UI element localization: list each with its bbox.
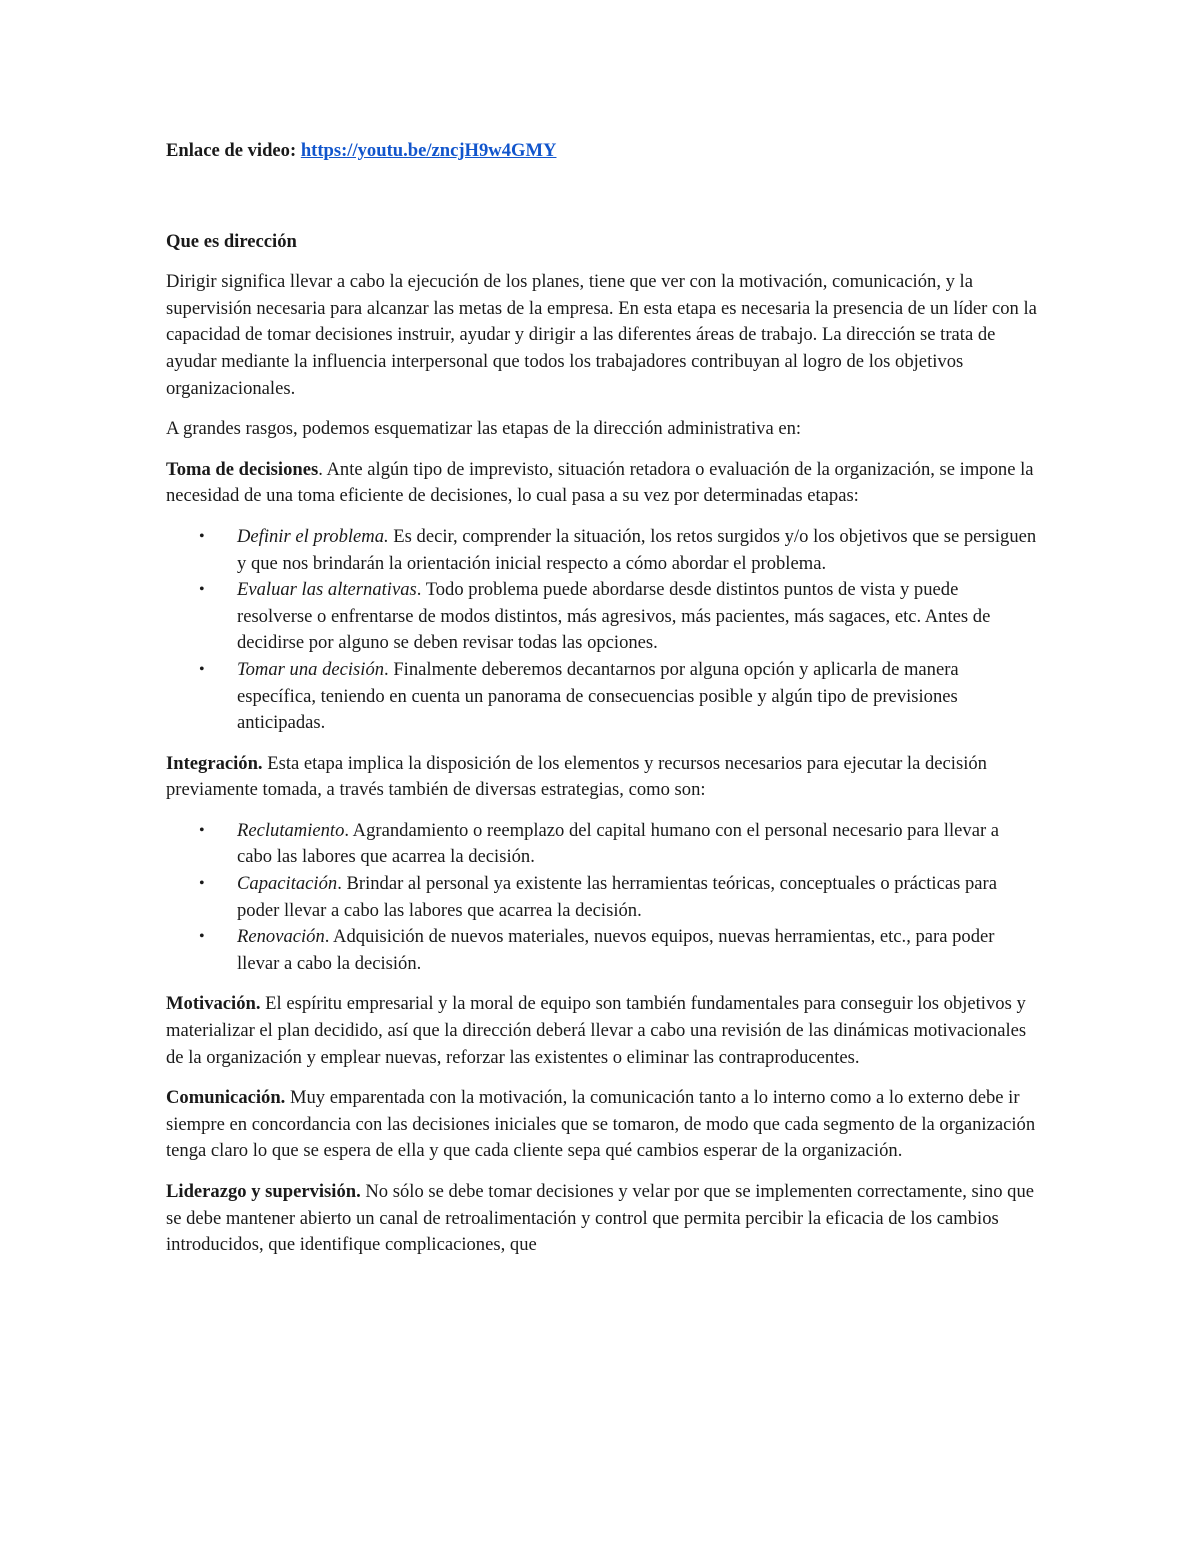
integracion-title: Integración.: [166, 752, 263, 774]
list-item-term: Tomar una decisión: [237, 658, 385, 680]
toma-paragraph: [166, 457, 1038, 510]
list-item: [166, 657, 1038, 737]
list-item-term: Capacitación: [237, 873, 338, 895]
motivacion-paragraph: [166, 991, 1038, 1071]
list-item: [166, 871, 1038, 924]
bullet-icon: •: [199, 527, 205, 545]
motivacion-text: El espíritu empresarial y la moral de equipo son también fundamentales para conseguir los objetivos y materializar el plan decidido, así que la dirección deberá llevar a cabo una revisión de las dinámicas motivacionales de la organización y emplear nuevas, reforzar las existentes o eliminar las contraproducentes.: [166, 993, 1027, 1068]
intro-paragraph-2: A grandes rasgos, podemos esquematizar las etapas de la dirección administrativa en:: [166, 418, 802, 440]
video-link-line: [166, 138, 1038, 165]
comunicacion-text: Muy emparentada con la motivación, la comunicación tanto a lo interno como a lo externo debe ir siempre en concordancia con las decisiones iniciales que se tomaron, de modo que cada segmento de la organización tenga claro lo que se espera de ella y que cada cliente sepa qué cambios esperar de la organización.: [166, 1087, 1036, 1162]
list-item-text: . Adquisición de nuevos materiales, nuevos equipos, nuevas herramientas, etc., para poder llevar a cabo la decisión.: [237, 926, 995, 974]
list-item-text: . Todo problema puede abordarse desde distintos puntos de vista y puede resolverse o enfrentarse de modos distintos, más agresivos, más pacientes, más sagaces, etc. Antes de decidirse por alguno se deben revisar todas las opciones.: [237, 579, 991, 654]
intro-paragraph-1: Dirigir significa llevar a cabo la ejecución de los planes, tiene que ver con la motivación, comunicación, y la supervisión necesaria para alcanzar las metas de la empresa. En esta etapa es necesaria la presencia de un líder con la capacidad de tomar decisiones instruir, ayudar y dirigir a las diferentes áreas de trabajo. La dirección se trata de ayudar mediante la influencia interpersonal que todos los trabajadores contribuyan al logro de los objetivos organizacionales.: [166, 271, 1037, 399]
list-item: [166, 818, 1038, 871]
bullet-icon: •: [199, 928, 205, 946]
bullet-icon: •: [199, 875, 205, 893]
bullet-icon: •: [199, 581, 205, 599]
toma-title: Toma de decisiones: [166, 458, 319, 480]
list-item-text: . Agrandamiento o reemplazo del capital humano con el personal necesario para llevar a cabo las labores que acarrea la decisión.: [237, 819, 1000, 868]
list-item: [166, 924, 1038, 977]
list-item-term: Reclutamiento: [237, 819, 345, 841]
comunicacion-paragraph: [166, 1085, 1038, 1165]
list-item-text: . Finalmente deberemos decantarnos por alguna opción y aplicarla de manera específica, teniendo en cuenta un panorama de consecuencias posible y algún tipo de previsiones anticipadas.: [237, 658, 959, 734]
list-item: [166, 577, 1038, 657]
list-item: [166, 524, 1038, 577]
toma-list: [166, 524, 1038, 737]
integracion-paragraph: [166, 751, 1038, 804]
bullet-icon: •: [199, 660, 205, 678]
section-heading: Que es dirección: [166, 230, 297, 252]
bullet-icon: •: [199, 821, 205, 839]
list-item-term: Evaluar las alternativas: [237, 579, 417, 601]
list-item-term: Definir el problema.: [237, 525, 389, 547]
video-link[interactable]: https://youtu.be/zncjH9w4GMY: [300, 140, 557, 161]
motivacion-title: Motivación.: [166, 993, 261, 1015]
integracion-text: Esta etapa implica la disposición de los elementos y recursos necesarios para ejecutar la decisión previamente tomada, a través también de diversas estrategias, como son:: [166, 752, 987, 801]
toma-text: . Ante algún tipo de imprevisto, situación retadora o evaluación de la organización, se impone la necesidad de una toma eficiente de decisiones, lo cual pasa a su vez por determinadas etapas:: [166, 458, 1034, 507]
liderazgo-paragraph: [166, 1179, 1038, 1259]
list-item-text: . Brindar al personal ya existente las herramientas teóricas, conceptuales o prácticas para poder llevar a cabo las labores que acarrea la decisión.: [237, 873, 997, 921]
document-body: [166, 138, 1038, 1273]
video-label: Enlace de video:: [166, 140, 297, 161]
list-item-text: Es decir, comprender la situación, los retos surgidos y/o los objetivos que se persiguen y que nos brindarán la orientación inicial respecto a cómo abordar el problema.: [237, 525, 1037, 574]
comunicacion-title: Comunicación.: [166, 1087, 286, 1109]
list-item-term: Renovación: [237, 926, 325, 948]
liderazgo-title: Liderazgo y supervisión.: [166, 1181, 361, 1202]
liderazgo-text: No sólo se debe tomar decisiones y velar por que se implementen correctamente, sino que se debe mantener abierto un canal de retroalimentación y control que permita percibir la eficacia de los cambios introducidos, que identifique complicaciones, que: [166, 1181, 1035, 1256]
integracion-list: [166, 818, 1038, 978]
